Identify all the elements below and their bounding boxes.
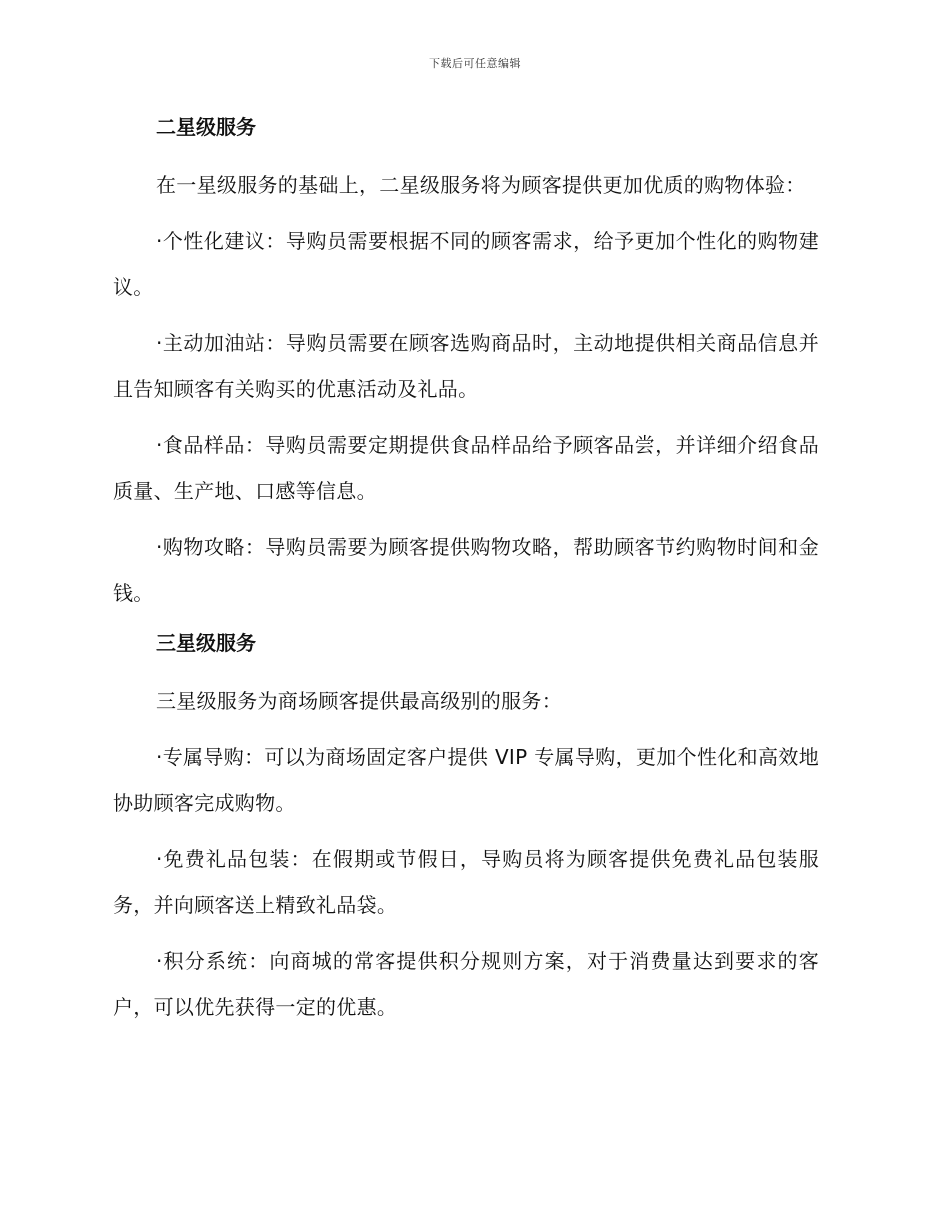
section-heading-two-star: 二星级服务 [156, 115, 256, 139]
header-note: 下载后可任意编辑 [429, 57, 521, 70]
section-intro-two-star: 在一星级服务的基础上，二星级服务将为顾客提供更加优质的购物体验： [156, 173, 806, 197]
section-intro-three-star: 三星级服务为商场顾客提供最高级别的服务： [156, 689, 562, 713]
list-item: ·购物攻略：导购员需要为顾客提供购物攻略，帮助顾客节约购物时间和金钱。 [113, 535, 819, 605]
list-item: ·个性化建议：导购员需要根据不同的顾客需求，给予更加个性化的购物建议。 [113, 229, 819, 299]
document-body [113, 110, 819, 1040]
section-heading-three-star: 三星级服务 [156, 631, 256, 655]
list-item: ·食品样品：导购员需要定期提供食品样品给予顾客品尝，并详细介绍食品质量、生产地、口感等信息。 [113, 433, 819, 503]
list-item: ·主动加油站：导购员需要在顾客选购商品时，主动地提供相关商品信息并且告知顾客有关购买的优惠活动及礼品。 [113, 331, 819, 401]
list-item: ·免费礼品包装：在假期或节假日，导购员将为顾客提供免费礼品包装服务，并向顾客送上精致礼品袋。 [113, 847, 819, 917]
list-item: ·积分系统：向商城的常客提供积分规则方案，对于消费量达到要求的客户，可以优先获得一定的优惠。 [113, 949, 819, 1019]
list-item: ·专属导购：可以为商场固定客户提供 VIP 专属导购，更加个性化和高效地协助顾客完成购物。 [113, 745, 819, 815]
